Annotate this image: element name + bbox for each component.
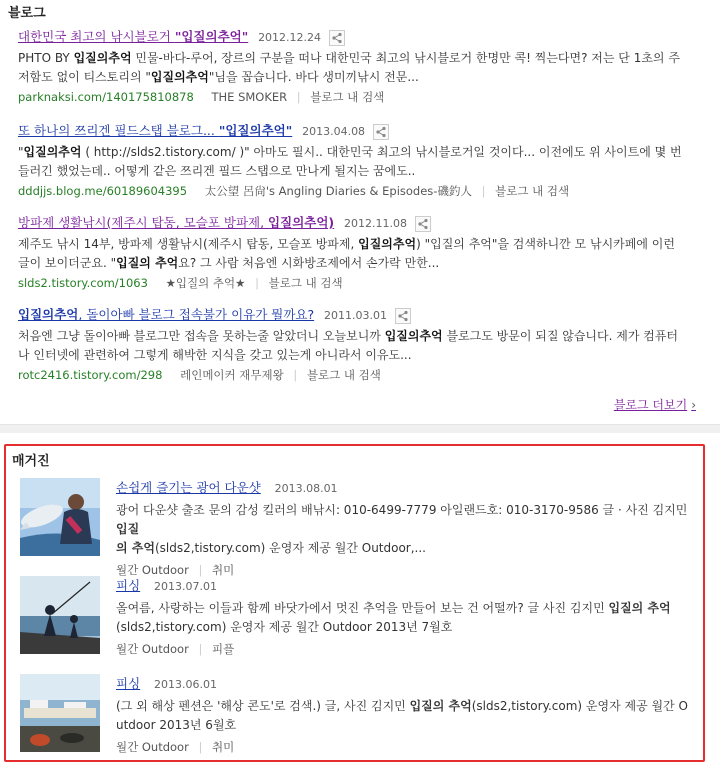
blog-result-item [18,213,706,292]
magazine-source[interactable]: 월간 Outdoor [116,563,189,577]
magazine-date: 2013.06.01 [153,678,217,691]
blog-result-title-link[interactable]: 입질의추억, 돌이아빠 블로그 접속불가 이유가 뭘까요? [18,307,315,322]
share-icon[interactable] [415,216,431,232]
magazine-category[interactable]: 피플 [212,642,235,656]
blog-author[interactable]: THE SMOKER [211,90,288,104]
blog-author[interactable]: ★입질의 추억★ [165,276,246,290]
sea-pension-photo[interactable] [20,674,100,752]
search-in-blog-link[interactable]: 블로그 내 검색 [495,184,570,198]
magazine-section-title: 매거진 [12,454,50,469]
magazine-title-link[interactable]: 피싱 [116,578,141,593]
magazine-title-link[interactable]: 손쉽게 즐기는 광어 다운샷 [116,480,261,495]
blog-result-url[interactable]: slds2.tistory.com/1063 [18,276,148,290]
search-in-blog-link[interactable]: 블로그 내 검색 [310,90,385,104]
post-date: 2012.12.24 [258,31,322,44]
blog-result-item [18,121,706,200]
magazine-description: (그 외 해상 펜션은 '해상 콘도'로 검색.) 글, 사진 김지민 입질의 추억(slds2,tistory.com) 운영자 제공 월간 O utdoor 2013년 6월호 [116,699,688,732]
share-icon[interactable] [329,30,345,46]
magazine-section [4,444,705,762]
post-date: 2011.03.01 [323,309,387,322]
blog-result-description: PHTO BY 입질의추억 민물-바다-루어, 장르의 구분을 떠나 대한민국 최고의 낚시블로거 한명만 콕! 찍는다면? 저는 단 1초의 주 저함도 없이 티스토리의 "입질의추억"님을 꼽습니다. 바다 생미끼낚시 전문... [18,51,680,84]
blog-author[interactable]: 太公望 呂尙's Angling Diaries & Episodes-磯釣人 [204,184,472,198]
seaside-angler-photo[interactable] [20,576,100,654]
search-in-blog-link[interactable]: 블로그 내 검색 [268,276,343,290]
fish-catch-photo[interactable] [20,478,100,556]
blog-author[interactable]: 레인메이커 재무제왕 [180,368,284,382]
magazine-item [20,674,700,762]
magazine-description: 광어 다운샷 출조 문의 감성 킬러의 배낚시: 010-6499-7779 아일랜드호: 010-3170-9586 글 · 사진 김지민 입질 의 추억(slds2,tistory.com) 운영자 제공 월간 Outdoor,... [116,503,688,555]
search-in-blog-link[interactable]: 블로그 내 검색 [306,368,381,382]
magazine-title-link[interactable]: 피싱 [116,676,141,691]
blog-more-link[interactable]: 블로그 더보기 › [613,398,696,412]
separator: | [481,184,486,198]
separator: | [198,563,203,577]
blog-result-description: 제주도 낚시 14부, 방파제 생활낚시(제주시 탑동, 모슬포 방파제, 입질의추억) "입질의 추억"을 검색하니깐 모 낚시카페에 이런 글이 보이더군요. "입질의 추억요? 그 사람 처음엔 시화방조제에서 손가락 만한... [18,237,675,270]
blog-result-description: "입질의추억 ( http://slds2.tistory.com/ )" 아마도 필시.. 대한민국 최고의 낚시블로거일 것이다... 이전에도 위 사이트에 몇 번 들러긴 했었는데.. 어떻게 같은 쯔리겐 필드 스탭으로 만나게 될지는 꿈에도.. [18,145,682,178]
chevron-right-icon: › [691,398,696,412]
magazine-item [20,576,700,664]
blog-result-item [18,27,706,106]
separator: | [293,368,298,382]
magazine-source[interactable]: 월간 Outdoor [116,740,189,754]
post-date: 2012.11.08 [343,217,407,230]
magazine-category[interactable]: 취미 [212,563,235,577]
magazine-category[interactable]: 취미 [212,740,235,754]
blog-result-title-link[interactable]: 방파제 생활낚시(제주시 탑동, 모슬포 방파제, 입질의추억) [18,215,335,230]
magazine-item [20,478,700,577]
blog-result-url[interactable]: parknaksi.com/140175810878 [18,90,194,104]
blog-result-description: 처음엔 그냥 돌이아빠 블로그만 접속을 못하는줄 알았더니 오늘보니까 입질의추억 블로그도 방문이 되질 않습니다. 제가 컴퓨터 나 인터넷에 관련하여 그렇게 해박한 지식을 갖고 있는게 아니라서 이유도... [18,329,679,362]
share-icon[interactable] [373,124,389,140]
magazine-source[interactable]: 월간 Outdoor [116,642,189,656]
blog-section-title: 블로그 [8,6,46,21]
blog-result-url[interactable]: rotc2416.tistory.com/298 [18,368,163,382]
share-icon[interactable] [395,308,411,324]
blog-result-title-link[interactable]: 또 하나의 쯔리겐 필드스탭 블로그... "입질의추억" [18,123,293,138]
post-date: 2013.04.08 [302,125,366,138]
magazine-date: 2013.08.01 [274,482,338,495]
blog-result-url[interactable]: dddjjs.blog.me/60189604395 [18,184,188,198]
separator: | [255,276,259,290]
magazine-description: 올여름, 사랑하는 이들과 함께 바닷가에서 멋진 추억을 만들어 보는 건 어떨까? 글 사진 김지민 입질의 추억 (slds2,tistory.com) 운영자 제공 월간 Outdoor 2013년 7월호 [116,601,671,634]
separator: | [198,740,203,754]
section-divider [0,424,720,433]
separator: | [296,90,301,104]
separator: | [198,642,203,656]
blog-result-item [18,305,706,384]
blog-result-title-link[interactable]: 대한민국 최고의 낚시블로거 "입질의추억" [18,29,249,44]
magazine-date: 2013.07.01 [153,580,217,593]
